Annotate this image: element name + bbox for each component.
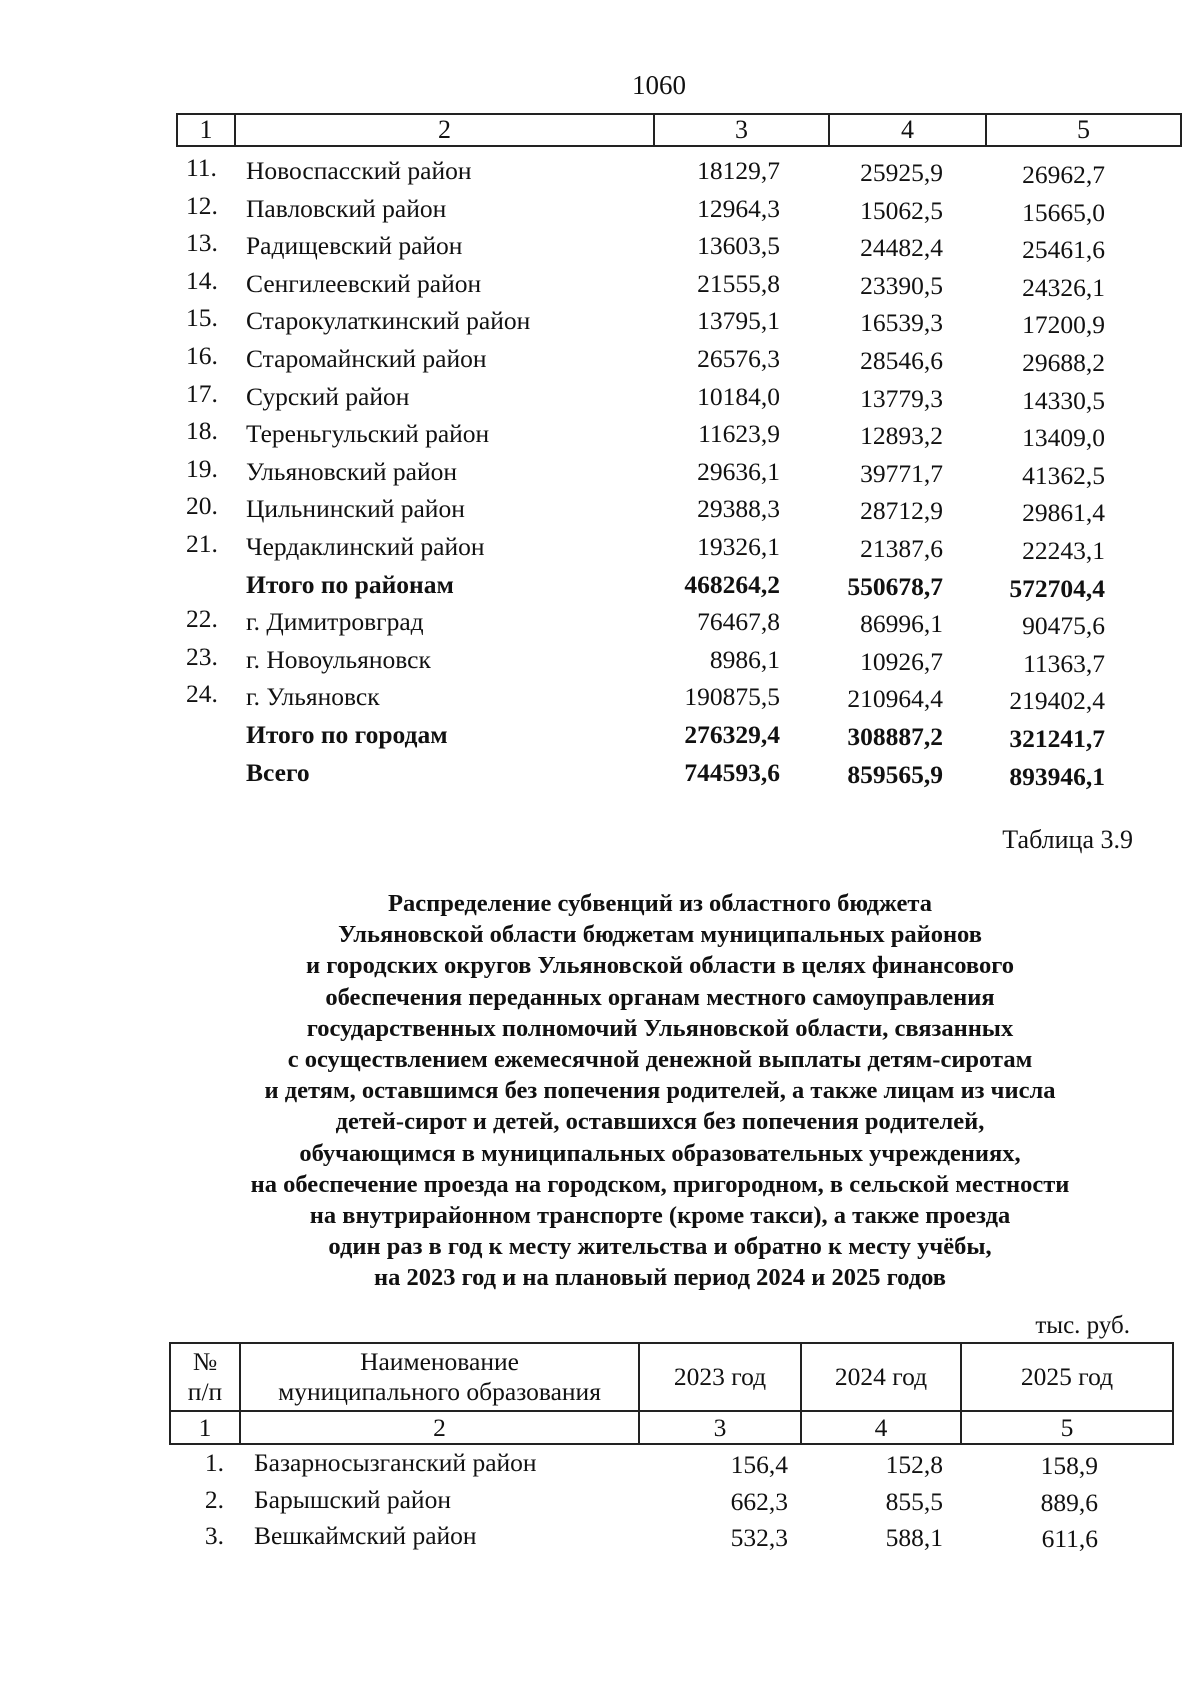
value-2023: 76467,8 (697, 607, 780, 637)
value-2025: 219402,4 (1009, 686, 1105, 716)
value-2023: 29636,1 (697, 456, 780, 486)
value-2024: 12893,2 (860, 421, 943, 451)
row-name: Павловский район (246, 193, 447, 223)
row-number: 19. (186, 453, 218, 483)
value-2023: 8986,1 (709, 644, 780, 674)
value-2023: 19326,1 (697, 531, 780, 561)
value-2024: 13779,3 (860, 383, 943, 413)
value-2025: 572704,4 (1009, 573, 1105, 603)
table-row (0, 266, 1200, 304)
value-2024: 588,1 (885, 1523, 943, 1552)
table1-header-cell: 2 (235, 114, 654, 146)
row-number: 3. (204, 1521, 224, 1550)
total-row (0, 755, 1200, 793)
row-number: 24. (186, 679, 218, 709)
table2-col-number: 3 (639, 1411, 801, 1444)
title-line: обеспечения переданных органам местного самоуправления (325, 983, 995, 1011)
header-text: муниципального образования (278, 1377, 601, 1406)
value-2023: 18129,7 (697, 156, 780, 185)
table2-header-2025: 2025 год (961, 1343, 1173, 1411)
value-2025: 24326,1 (1022, 272, 1105, 302)
value-2023: 26576,3 (697, 343, 780, 373)
value-2023: 10184,0 (697, 381, 780, 411)
row-name: Ульяновский район (246, 456, 458, 486)
table-row (0, 416, 1200, 454)
value-2024: 210964,4 (847, 684, 943, 714)
header-text: Наименование (360, 1347, 519, 1376)
value-2023: 276329,4 (684, 719, 780, 749)
table1-header-cell: 5 (986, 114, 1181, 146)
header-text: п/п (187, 1377, 223, 1406)
value-2024: 23390,5 (860, 270, 943, 300)
value-2025: 893946,1 (1009, 761, 1105, 791)
table1-body (0, 153, 1200, 792)
row-name: Радищевский район (246, 231, 463, 261)
table-label: Таблица 3.9 (1002, 825, 1133, 854)
row-name: Чердаклинский район (246, 531, 485, 561)
total-row (0, 567, 1200, 605)
row-number: 15. (186, 303, 218, 333)
row-name: Старокулаткинский район (246, 306, 531, 336)
value-2024: 152,8 (885, 1450, 943, 1479)
units-label: тыс. руб. (1035, 1312, 1130, 1339)
value-2025: 29861,4 (1022, 498, 1105, 528)
table2-header-num (170, 1343, 240, 1411)
value-2025: 11363,7 (1023, 648, 1105, 678)
row-number: 11. (186, 153, 217, 182)
row-number: 17. (186, 378, 218, 408)
row-name: Всего (246, 757, 310, 787)
value-2025: 90475,6 (1022, 611, 1105, 641)
table-row (0, 604, 1200, 642)
value-2023: 468264,2 (684, 569, 780, 599)
value-2025: 41362,5 (1022, 460, 1105, 490)
row-number: 22. (186, 604, 218, 634)
title-line: один раз в год к месту жительства и обратно к месту учёбы, (328, 1233, 992, 1261)
value-2023: 21555,8 (697, 268, 780, 298)
row-name: Сенгилеевский район (246, 268, 482, 298)
section-title (150, 888, 1170, 1294)
table-row (0, 303, 1200, 341)
value-2024: 855,5 (885, 1486, 943, 1516)
value-2024: 308887,2 (847, 721, 943, 751)
value-2023: 662,3 (730, 1486, 788, 1516)
table-row (0, 529, 1200, 567)
table-row (0, 379, 1200, 417)
table2-col-number: 1 (170, 1411, 240, 1444)
value-2025: 26962,7 (1022, 160, 1105, 189)
table1-header-cell: 1 (177, 114, 235, 146)
value-2025: 611,6 (1041, 1524, 1098, 1553)
row-name: г. Ульяновск (246, 682, 380, 712)
title-line: на внутрирайонном транспорте (кроме такси), а также проезда (309, 1202, 1011, 1230)
value-2025: 15665,0 (1022, 197, 1105, 227)
table-row (0, 454, 1200, 492)
table-row (0, 1485, 1200, 1522)
value-2024: 24482,4 (860, 233, 943, 263)
table-row (0, 341, 1200, 379)
table-row (0, 191, 1200, 229)
row-name: Итого по городам (246, 719, 448, 749)
value-2025: 17200,9 (1022, 310, 1105, 340)
value-2023: 190875,5 (684, 682, 780, 712)
row-name: Новоспасский район (246, 156, 472, 185)
table2-header (169, 1342, 1174, 1445)
row-name: Вешкаймский район (254, 1521, 477, 1550)
value-2024: 859565,9 (847, 759, 943, 789)
title-line: на обеспечение проезда на городском, пригородном, в сельской местности (250, 1170, 1070, 1198)
page-number: 1060 (632, 70, 686, 100)
table2-body (0, 1448, 1200, 1558)
row-number: 1. (204, 1448, 224, 1477)
title-line: Ульяновской области бюджетам муниципальных районов (338, 921, 982, 949)
table-row (0, 228, 1200, 266)
value-2024: 28712,9 (860, 496, 943, 526)
table-row (0, 491, 1200, 529)
value-2023: 11623,9 (698, 419, 780, 449)
value-2025: 29688,2 (1022, 347, 1105, 377)
title-line: и городских округов Ульяновской области в целях финансового (306, 952, 1014, 980)
table-row (0, 1521, 1200, 1558)
table-row (0, 642, 1200, 680)
value-2025: 889,6 (1040, 1487, 1098, 1517)
title-line: на 2023 год и на плановый период 2024 и 2025 годов (373, 1264, 946, 1292)
row-number: 18. (186, 416, 218, 446)
table2-col-number: 5 (961, 1411, 1173, 1444)
title-line: государственных полномочий Ульяновской области, связанных (306, 1014, 1014, 1042)
table-row (0, 153, 1200, 191)
table-row (0, 1448, 1200, 1485)
row-number: 23. (186, 641, 218, 671)
value-2024: 16539,3 (860, 308, 943, 338)
table-row (0, 679, 1200, 717)
value-2024: 39771,7 (860, 458, 943, 488)
table1-header-cell: 3 (654, 114, 829, 146)
row-name: Сурский район (246, 381, 410, 411)
table1-header-cell: 4 (829, 114, 986, 146)
title-line: с осуществлением ежемесячной денежной выплаты детям-сиротам (287, 1046, 1033, 1074)
title-line: Распределение субвенций из областного бюджета (388, 890, 932, 917)
value-2023: 744593,6 (684, 757, 780, 787)
value-2024: 15062,5 (860, 195, 943, 225)
table2-col-number: 4 (801, 1411, 961, 1444)
row-name: Старомайнский район (246, 343, 487, 373)
value-2023: 13795,1 (697, 306, 780, 336)
value-2024: 28546,6 (860, 345, 943, 375)
row-number: 12. (186, 190, 218, 220)
table2-header-2023: 2023 год (639, 1343, 801, 1411)
value-2024: 21387,6 (860, 533, 943, 563)
row-name: г. Димитровград (246, 607, 424, 637)
table1-header (176, 113, 1182, 146)
row-name: Базарносызганский район (254, 1448, 537, 1477)
value-2024: 10926,7 (860, 646, 943, 676)
value-2024: 550678,7 (847, 571, 943, 601)
header-text: № (192, 1347, 218, 1376)
value-2024: 86996,1 (860, 609, 943, 639)
row-name: г. Новоульяновск (246, 644, 431, 674)
row-name: Итого по районам (246, 569, 454, 599)
row-number: 13. (186, 228, 218, 258)
row-name: Тереньгульский район (246, 419, 490, 449)
row-number: 20. (186, 491, 218, 521)
value-2024: 25925,9 (860, 158, 943, 187)
table2-header-name (240, 1343, 639, 1411)
value-2023: 156,4 (730, 1450, 788, 1479)
value-2023: 12964,3 (697, 193, 780, 223)
title-line: и детям, оставшимся без попечения родителей, а также лицам из числа (264, 1077, 1056, 1105)
row-number: 2. (204, 1484, 224, 1514)
table2-col-number: 2 (240, 1411, 639, 1444)
value-2025: 158,9 (1040, 1451, 1098, 1480)
row-name: Цильнинский район (246, 494, 465, 524)
row-number: 14. (186, 265, 218, 295)
row-number: 21. (186, 528, 218, 558)
value-2023: 532,3 (730, 1523, 788, 1552)
value-2025: 13409,0 (1022, 423, 1105, 453)
value-2025: 22243,1 (1022, 535, 1105, 565)
table2-header-2024: 2024 год (801, 1343, 961, 1411)
value-2025: 321241,7 (1009, 723, 1105, 753)
value-2025: 14330,5 (1022, 385, 1105, 415)
value-2023: 29388,3 (697, 494, 780, 524)
row-name: Барышский район (254, 1484, 451, 1514)
row-number: 16. (186, 340, 218, 370)
title-line: обучающимся в муниципальных образовательных учреждениях, (299, 1139, 1021, 1167)
value-2023: 13603,5 (697, 231, 780, 261)
total-row (0, 717, 1200, 755)
title-line: детей-сирот и детей, оставшихся без попечения родителей, (335, 1108, 985, 1136)
value-2025: 25461,6 (1022, 235, 1105, 265)
